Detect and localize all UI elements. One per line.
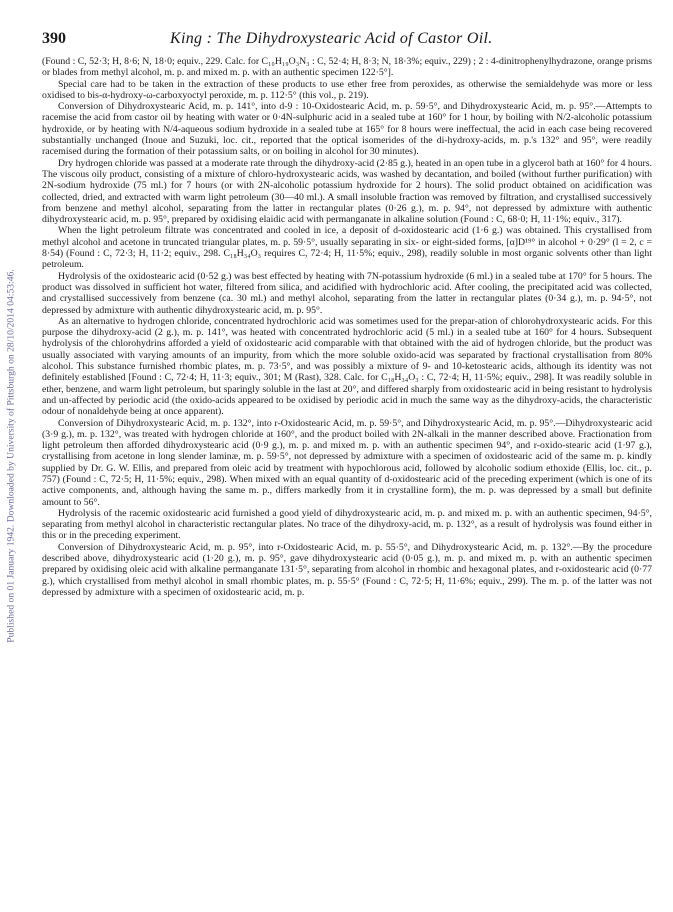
paragraph-5: When the light petroleum filtrate was concentrated and cooled in ice, a deposit of d-oxidostearic acid (1·6 g.) was obtained. This crystallised from methyl alcohol and acetone in truncated triangular plates, m. p. 59·5°, usually separating in six- or eight-sided forms, [α]D¹⁹° in alcohol + 0·29° (l = 2, c = 8·54) (Found : C, 72·3; H, 11·2; equiv., 298. C₁₈H₃₄O₃ requires C, 72·4; H, 11·5%; equiv., 298), readily soluble in most organic solvents other than light petroleum. [42,225,652,271]
page-number: 390 [42,30,66,47]
paragraph-2: Special care had to be taken in the extraction of these products to use ether free from peroxides, as otherwise the semialdehyde was more or less oxidised to bis-α-hydroxy-ω-carboxyoctyl peroxide, m. p. 112·5° (this vol., p. 219). [42,78,652,101]
page-header [42,30,642,50]
article-body [42,56,652,598]
paragraph-10: Conversion of Dihydroxystearic Acid, m. p. 95°, into r-Oxidostearic Acid, m. p. 55·5°, and Dihydroxystearic Acid, m. p. 132°.—By the procedure described above, dihydroxystearic acid (1·20 g.), m. p. 95°, gave dihydroxystearic acid (0·05 g.), m. p. and mixed m. p. with an authentic specimen prepared by oxidising oleic acid with alkaline permanganate 131·5°, separating from alcohol in rhombic and hexagonal plates, and r-oxidostearic acid (0·77 g.), which crystallised from methyl alcohol in small rhombic plates, m. p. 55·5° (Found : C, 72·5; H, 11·6%; equiv., 299). The m. p. of the latter was not depressed by admixture with a specimen of oxidostearic acid, m. p. [42,541,652,598]
paragraph-8: Conversion of Dihydroxystearic Acid, m. p. 132°, into r-Oxidostearic Acid, m. p. 59·5°, and Dihydroxystearic Acid, m. p. 95°.—Dihydroxystearic acid (3·9 g.), m. p. 132°, was treated with hydrogen chloride at 160°, and the product boiled with 2N-alkali in the manner described above. Fractionation from light petroleum then afforded dihydroxystearic acid (0·9 g.), m. p. and mixed m. p. with an authentic specimen 94°, and r-oxido-stearic acid (1·97 g.), crystallising from acetone in long slender laminæ, m. p. 59·5°, not depressed by admixture with a specimen of oxidostearic acid of the same m. p. kindly supplied by Dr. G. W. Ellis, and prepared from oleic acid by treatment with hypochlorous acid, followed by alcoholic sodium ethoxide (Ellis, loc. cit., p. 757) (Found : C, 72·5; H, 11·5%; equiv., 298). When mixed with an equal quantity of d-oxidostearic acid of the preceding experiment (which is one of its active components, and, although having the same m. p., differs markedly from it in crystalline form), the m. p. was depressed by a small but definite amount to 56°. [42,417,652,508]
paragraph-7: As an alternative to hydrogen chloride, concentrated hydrochloric acid was sometimes used for the prepar-ation of chlorohydroxystearic acids. For this purpose the dihydroxy-acid (2 g.), m. p. 141°, was heated with concentrated hydrochloric acid (5 ml.) in a sealed tube at 160° for 4 hours. Subsequent hydrolysis of the chlorohydrins afforded a yield of oxidostearic acid comparable with that obtained with the aid of hydrogen chloride, but the product was usually associated with varying amounts of an impurity, from which the more soluble oxido-acid was separated by fractional crystallisation from 80% alcohol. This substance furnished rhombic plates, m. p. 73·5°, and was possibly a mixture of 9- and 10-ketostearic acids, although its identity was not definitely established [Found : C, 72·4; H, 11·3; equiv., 301; M (Rast), 328. Calc. for C₁₈H₃₄O₃ : C, 72·4; H, 11·5%; equiv., 298]. It was readily soluble in ether, benzene, and warm light petroleum, but sparingly soluble in the last at 20°, and differed sharply from oxidostearic acid in being resistant to hydrolysis and un-affected by periodic acid (the oxido-acids appeared to be oxidised by periodic acid in much the same way as the dihydroxy-acids, the characteristic odour of nonaldehyde being at once apparent). [42,315,652,418]
paragraph-4: Dry hydrogen chloride was passed at a moderate rate through the dihydroxy-acid (2·85 g.), heated in an open tube in a glycerol bath at 160° for 4 hours. The viscous oily product, consisting of a mixture of chloro-hydroxystearic acids, was washed by decantation, and boiled (without further purification) with 2N-sodium hydroxide (75 ml.) for 7 hours (or with 2N-alcoholic potassium hydroxide for 2 hours). The solid product obtained on acidification was collected, dried, and extracted with warm light petroleum (30—40 ml.). A small insoluble fraction was removed by filtration, and crystallised successively from benzene and methyl alcohol, separating from the latter in rectangular plates (0·26 g.), m. p. 94°, not depressed by admixture with authentic dihydroxystearic acid, m. p. 95°, prepared by oxidising elaidic acid with permanganate in alkaline solution (Found : C, 68·0; H, 11·1%; equiv., 317). [42,157,652,226]
paragraph-3: Conversion of Dihydroxystearic Acid, m. p. 141°, into d-9 : 10-Oxidostearic Acid, m. p. 59·5°, and Dihydroxystearic Acid, m. p. 95°.—Attempts to racemise the acid from castor oil by heating with water or 0·4N-sulphuric acid in a sealed tube at 160° for 1 hour, by boiling with N/2-alcoholic potassium hydroxide, or by heating with N/4-aqueous sodium hydroxide in a sealed tube at 165° for 8 hours were ineffectual, the acid in each case being recovered substantially unchanged (Inoue and Suzuki, loc. cit., reported that the optical isomerides of the di-hydroxy-acids, m. p.'s 132° and 95°, were readily racemised during the formation of their potassium salts, or on boiling in alcohol for 30 minutes). [42,101,652,158]
running-title: King : The Dihydroxystearic Acid of Castor Oil. [170,30,493,47]
paragraph-6: Hydrolysis of the oxidostearic acid (0·52 g.) was best effected by heating with 7N-potassium hydroxide (6 ml.) in a sealed tube at 170° for 5 hours. The product was dissolved in sufficient hot water, filtered from silica, and acidified with hydrochloric acid. After cooling, the precipitated acid was collected, and crystallised successively from benzene (ca. 30 ml.) and methyl alcohol, separating from the latter in rectangular plates (0·34 g.), m. p. 94·5°, not depressed by admixture with authentic dihydroxystearic acid, m. p. 95°. [42,270,652,316]
download-watermark [0,0,22,912]
paragraph-9: Hydrolysis of the racemic oxidostearic acid furnished a good yield of dihydroxystearic acid, m. p. and mixed m. p. with an authentic specimen, 94·5°, separating from methyl alcohol in characteristic rectangular plates. No trace of the dihydroxy-acid, m. p. 132°, as a result of hydrolysis was found either in this or in the preceding experiment. [42,507,652,542]
download-watermark-text: Published on 01 January 1942. Downloaded by University of Pittsburgh on 28/10/2014 04:53:46. [5,269,17,643]
paragraph-1: (Found : C, 52·3; H, 8·6; N, 18·0; equiv., 229. Calc. for C₁₀H₁₉O₃N₃ : C, 52·4; H, 8·3; N, 18·3%; equiv., 229) ; 2 : 4-dinitrophenylhydrazone, orange prisms or blades from methyl alcohol, m. p. and mixed m. p. with an authentic specimen 122·5°]. [42,56,653,79]
